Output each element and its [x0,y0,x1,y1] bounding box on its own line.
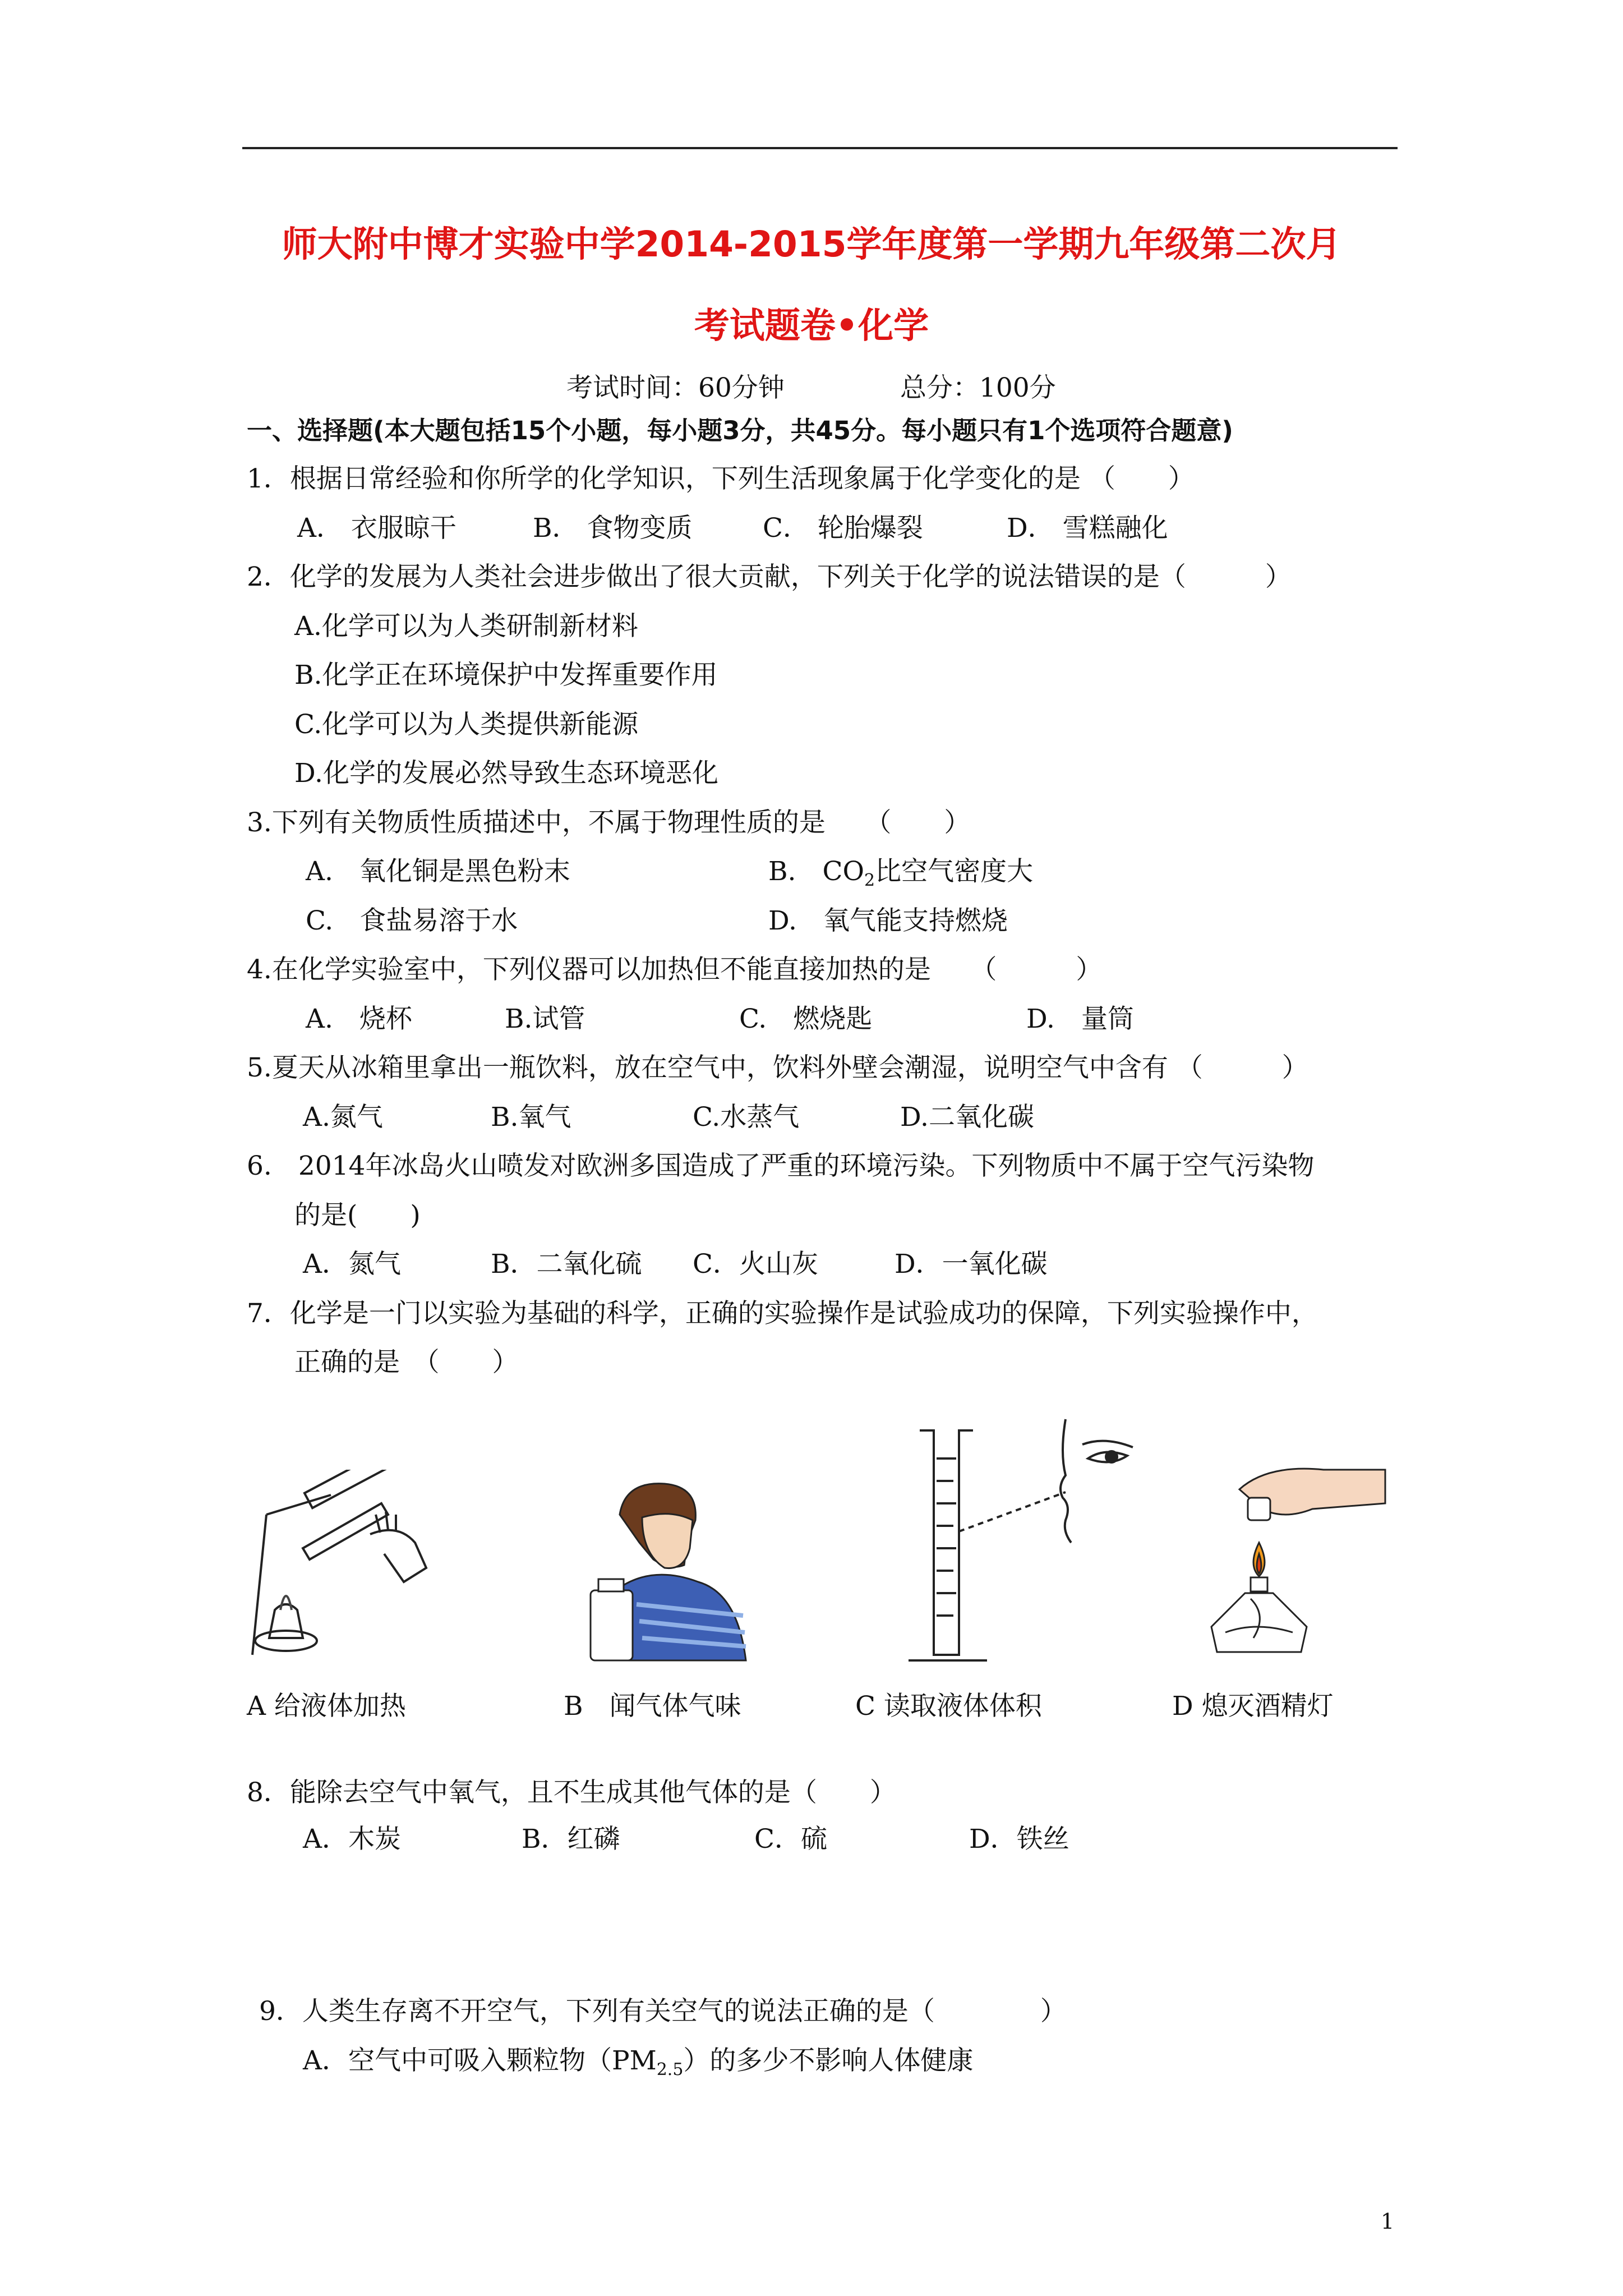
question-6-stem-cont: 的是( ) [294,1200,421,1231]
question-7-stem: 7．化学是一门以实验为基础的科学，正确的实验操作是试验成功的保障，下列实验操作中， [247,1298,1318,1329]
question-1-stem: 1．根据日常经验和你所学的化学知识，下列生活现象属于化学变化的是 （ ） [247,463,1195,494]
q5-option-a: A.氮气 [303,1102,383,1133]
q9-option-a-suffix: ）的多少不影响人体健康 [683,2045,974,2076]
question-3-stem: 3.下列有关物质性质描述中，不属于物理性质的是 （ ） [247,807,971,838]
q7-option-b: B 闻气体气味 [564,1691,741,1722]
q1-option-a: A． 衣服晾干 [297,513,457,544]
section-heading: 一、选择题(本大题包括15个小题，每小题3分，共45分。每小题只有1个选项符合题意) [247,416,1234,445]
q8-option-d: D．铁丝 [969,1824,1069,1855]
q7-option-a: A 给液体加热 [247,1691,406,1722]
q6-option-b: B．二氧化硫 [491,1249,642,1280]
question-8-stem: 8．能除去空气中氧气，且不生成其他气体的是（ ） [247,1777,896,1808]
q9-option-a-prefix: A．空气中可吸入颗粒物（PM [303,2045,657,2076]
page-number: 1 [1381,2209,1395,2234]
smelling-gas-figure [586,1475,754,1666]
q3-option-c: C. 食盐易溶于水 [306,905,518,936]
test-tube-heating-figure [241,1470,443,1672]
question-6-stem: 6. 2014年冰岛火山喷发对欧洲多国造成了严重的环境污染。下列物质中不属于空气污染物 [247,1151,1315,1181]
q4-option-c: C. 燃烧匙 [739,1004,873,1034]
q3-option-b-prefix: B. CO [768,856,864,887]
page-title-line2: 考试题卷•化学 [694,305,929,346]
alcohol-lamp-figure [1200,1458,1396,1672]
q8-option-c: C．硫 [754,1824,827,1855]
q3-option-b-suffix: 比空气密度大 [875,856,1034,887]
q1-option-c: C． 轮胎爆裂 [763,513,923,544]
q4-option-d: D. 量筒 [1026,1004,1134,1034]
q5-option-c: C.水蒸气 [693,1102,800,1133]
q2-option-b: B.化学正在环境保护中发挥重要作用 [294,660,718,691]
question-9-stem: 9．人类生存离不开空气，下列有关空气的说法正确的是（ ） [259,1996,1067,2027]
q4-option-b: B.试管 [505,1004,585,1034]
q3-option-b [768,858,1033,889]
q1-option-d: D． 雪糕融化 [1007,513,1168,544]
q2-option-a: A.化学可以为人类研制新材料 [294,611,638,642]
q7-option-d: D 熄灭酒精灯 [1172,1691,1334,1722]
q3-option-a: A. 氧化铜是黑色粉末 [306,856,570,887]
question-2-stem: 2．化学的发展为人类社会进步做出了很大贡献，下列关于化学的说法错误的是（ ） [247,562,1292,592]
question-7-stem-cont: 正确的是 （ ） [294,1347,519,1378]
q8-option-b: B．红磷 [522,1824,620,1855]
q9-option-a [303,2047,973,2078]
q1-option-b: B． 食物变质 [533,513,693,544]
total-score: 总分：100分 [900,372,1056,403]
q3-option-d: D. 氧气能支持燃烧 [768,905,1008,936]
q5-option-b: B.氧气 [491,1102,571,1133]
q3-option-b-subscript: 2 [864,871,875,890]
q6-option-d: D．一氧化碳 [895,1249,1048,1280]
exam-time: 考试时间：60分钟 [566,372,785,403]
graduated-cylinder-figure [903,1408,1161,1672]
q5-option-d: D.二氧化碳 [900,1102,1034,1133]
page-title: 师大附中博才实验中学2014-2015学年度第一学期九年级第二次月 [282,224,1341,265]
question-5-stem: 5.夏天从冰箱里拿出一瓶饮料，放在空气中，饮料外壁会潮湿，说明空气中含有 （ ） [247,1052,1308,1083]
q8-option-a: A．木炭 [303,1824,401,1855]
q9-option-a-subscript: 2.5 [656,2060,684,2079]
header-rule [242,147,1398,149]
question-4-stem: 4.在化学实验室中，下列仪器可以加热但不能直接加热的是 （ ） [247,954,1103,985]
q7-option-c: C 读取液体体积 [855,1691,1042,1722]
q2-option-c: C.化学可以为人类提供新能源 [294,709,639,740]
q6-option-a: A．氮气 [303,1249,401,1280]
q6-option-c: C．火山灰 [693,1249,818,1280]
q4-option-a: A. 烧杯 [306,1004,412,1034]
q2-option-d: D.化学的发展必然导致生态环境恶化 [294,758,718,789]
